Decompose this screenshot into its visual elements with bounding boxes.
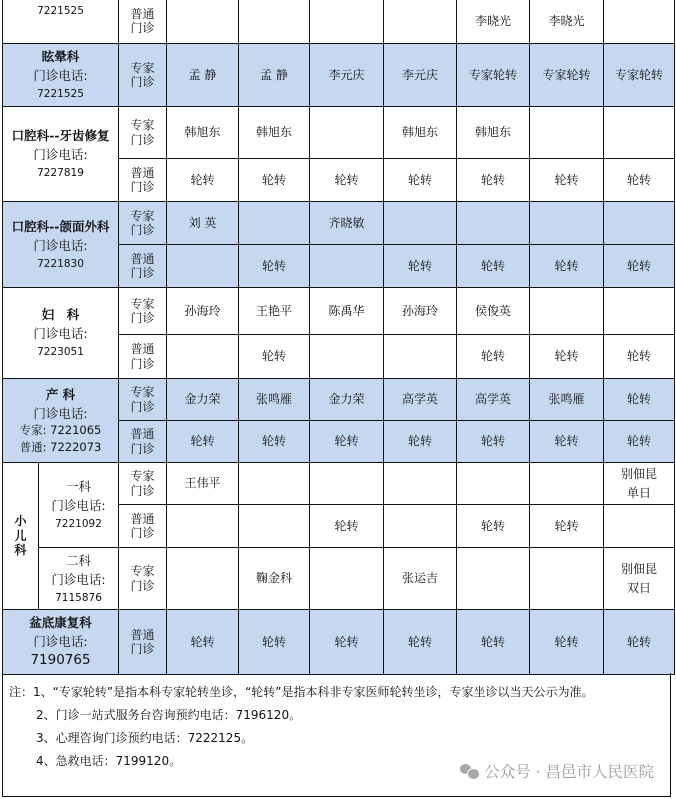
schedule-cell: 专家轮转 [604, 44, 675, 107]
schedule-cell [604, 202, 675, 245]
clinic-type-cell [119, 335, 167, 379]
clinic-type-line: 门诊 [130, 75, 155, 89]
schedule-cell [239, 505, 310, 548]
schedule-cell [530, 202, 604, 245]
schedule-cell: 鞠金科 [239, 548, 310, 610]
phone-number: 7227819 [37, 167, 84, 180]
schedule-cell: 专家轮转 [530, 44, 604, 107]
schedule-cell: 韩旭东 [457, 107, 530, 159]
clinic-type-line: 专家 [130, 385, 155, 400]
schedule-cell: 王伟平 [167, 463, 239, 505]
clinic-type-cell [119, 107, 167, 159]
schedule-cell [310, 0, 384, 44]
schedule-cell: 轮转 [384, 245, 457, 288]
schedule-cell: 轮转 [530, 505, 604, 548]
phone-number: 7221525 [37, 88, 84, 101]
clinic-type-cell [119, 159, 167, 202]
note-2: 2、门诊一站式服务台咨询预约电话：7196120。 [36, 708, 302, 722]
schedule-cell [604, 463, 675, 505]
clinic-type-line: 门诊 [130, 223, 155, 237]
clinic-type-line: 门诊 [130, 399, 155, 414]
doctor-name: 别佃昆 [621, 466, 658, 481]
clinic-type-line: 门诊 [130, 21, 155, 35]
schedule-cell [604, 0, 675, 44]
clinic-type-line: 门诊 [130, 266, 155, 280]
schedule-cell: 李晓光 [530, 0, 604, 44]
schedule-cell [384, 335, 457, 379]
phone-number: 普通: 7222073 [19, 439, 102, 454]
schedule-cell: 轮转 [457, 610, 530, 675]
schedule-cell: 张鸣雁 [530, 379, 604, 421]
phone-label: 门诊电话: [51, 498, 106, 514]
phone-number: 7190765 [30, 652, 91, 669]
clinic-type-line: 门诊 [130, 578, 155, 593]
table-row [3, 202, 675, 245]
schedule-cell [239, 463, 310, 505]
schedule-cell: 金力荣 [310, 379, 384, 421]
clinic-type-line: 普通 [130, 427, 155, 442]
department-cell [3, 610, 119, 675]
clinic-type-line: 门诊 [130, 526, 155, 540]
clinic-type-line: 普通 [130, 342, 155, 357]
schedule-cell: 轮转 [604, 421, 675, 463]
schedule-cell [457, 202, 530, 245]
schedule-cell: 轮转 [530, 421, 604, 463]
schedule-cell: 刘 英 [167, 202, 239, 245]
schedule-cell: 专家轮转 [457, 44, 530, 107]
day-note: 双日 [627, 580, 652, 595]
phone-label: 门诊电话: [33, 405, 88, 421]
clinic-type-cell [119, 44, 167, 107]
phone-label: 门诊电话: [33, 634, 88, 650]
department-cell [3, 44, 119, 107]
schedule-cell: 轮转 [530, 159, 604, 202]
phone-number: 7223051 [37, 346, 84, 359]
clinic-type-cell [119, 505, 167, 548]
pediatrics-unit-cell [39, 548, 119, 610]
pediatrics-char: 儿 [14, 528, 27, 543]
department-cell [3, 107, 119, 202]
schedule-cell [310, 548, 384, 610]
watermark-text: 公众号 · 昌邑市人民医院 [484, 763, 654, 781]
clinic-type-line: 门诊 [130, 642, 155, 656]
schedule-cell: 齐晓敏 [310, 202, 384, 245]
schedule-cell: 李晓光 [457, 0, 530, 44]
clinic-type-line: 专家 [130, 118, 155, 133]
clinic-type-line: 专家 [130, 208, 155, 223]
schedule-cell: 李元庆 [384, 44, 457, 107]
schedule-cell [457, 463, 530, 505]
unit-name: 二科 [66, 552, 92, 568]
phone-label: 门诊电话: [33, 237, 88, 253]
department-cell [3, 202, 119, 288]
table-row [3, 288, 675, 335]
doctor-name: 别佃昆 [621, 561, 658, 576]
table-row [3, 463, 675, 505]
schedule-cell: 轮转 [457, 505, 530, 548]
clinic-type-cell [119, 202, 167, 245]
table-row [3, 379, 675, 421]
department-cell [3, 0, 119, 44]
clinic-type-line: 门诊 [130, 356, 155, 371]
schedule-cell [384, 505, 457, 548]
outpatient-schedule-table [2, 0, 675, 675]
phone-number: 7221830 [37, 257, 84, 270]
schedule-cell: 韩旭东 [239, 107, 310, 159]
schedule-cell: 轮转 [167, 610, 239, 675]
unit-name: 一科 [66, 479, 92, 495]
schedule-cell: 轮转 [457, 421, 530, 463]
schedule-cell [604, 548, 675, 610]
schedule-cell [604, 505, 675, 548]
schedule-cell: 轮转 [167, 159, 239, 202]
clinic-type-line: 普通 [130, 511, 155, 526]
schedule-cell [239, 0, 310, 44]
clinic-type-line: 专家 [130, 469, 155, 484]
pediatrics-unit-cell [39, 463, 119, 548]
clinic-type-cell [119, 379, 167, 421]
schedule-cell: 轮转 [239, 335, 310, 379]
phone-label: 门诊电话: [33, 147, 88, 163]
schedule-cell: 轮转 [310, 159, 384, 202]
schedule-cell: 韩旭东 [167, 107, 239, 159]
clinic-type-cell [119, 421, 167, 463]
schedule-cell: 王艳平 [239, 288, 310, 335]
clinic-type-line: 门诊 [130, 311, 155, 325]
clinic-type-line: 普通 [130, 165, 155, 180]
clinic-type-line: 门诊 [130, 180, 155, 194]
schedule-cell [310, 107, 384, 159]
wechat-icon [460, 763, 478, 779]
clinic-type-line: 专家 [130, 564, 155, 579]
schedule-cell [167, 505, 239, 548]
schedule-cell: 孟 静 [239, 44, 310, 107]
schedule-cell [530, 548, 604, 610]
schedule-cell: 陈禹华 [310, 288, 384, 335]
pediatrics-label [3, 463, 39, 610]
department-cell [3, 379, 119, 463]
schedule-cell: 轮转 [457, 335, 530, 379]
table-row [3, 0, 675, 44]
phone-label: 门诊电话: [33, 68, 88, 84]
schedule-cell: 轮转 [310, 610, 384, 675]
schedule-cell [167, 548, 239, 610]
schedule-cell [384, 0, 457, 44]
schedule-cell [310, 335, 384, 379]
clinic-type-line: 门诊 [130, 483, 155, 498]
schedule-cell: 轮转 [310, 505, 384, 548]
clinic-type-cell [119, 0, 167, 44]
schedule-cell: 轮转 [457, 245, 530, 288]
schedule-cell [604, 107, 675, 159]
schedule-cell: 韩旭东 [384, 107, 457, 159]
department-name: 眩晕科 [41, 49, 80, 65]
clinic-type-cell [119, 463, 167, 505]
schedule-cell: 轮转 [239, 245, 310, 288]
table-row [3, 44, 675, 107]
schedule-cell [239, 202, 310, 245]
schedule-cell: 高学英 [384, 379, 457, 421]
schedule-cell: 孟 静 [167, 44, 239, 107]
note-3: 3、心理咨询门诊预约电话：7222125。 [36, 731, 254, 745]
department-name: 妇 科 [41, 307, 80, 323]
phone-number: 7221525 [37, 5, 84, 17]
schedule-cell [530, 107, 604, 159]
schedule-cell: 轮转 [604, 245, 675, 288]
schedule-cell: 轮转 [239, 610, 310, 675]
table-row [3, 107, 675, 159]
schedule-cell: 轮转 [457, 159, 530, 202]
clinic-type-cell [119, 288, 167, 335]
schedule-cell [457, 548, 530, 610]
watermark [460, 760, 654, 782]
schedule-cell: 轮转 [530, 245, 604, 288]
schedule-cell [167, 335, 239, 379]
clinic-type-cell [119, 245, 167, 288]
clinic-type-line: 门诊 [130, 132, 155, 147]
schedule-cell: 轮转 [604, 379, 675, 421]
table-row [3, 610, 675, 675]
schedule-cell [530, 288, 604, 335]
schedule-cell: 轮转 [384, 421, 457, 463]
clinic-type-line: 普通 [130, 251, 155, 266]
clinic-type-cell [119, 610, 167, 675]
note-4: 4、急救电话：7199120。 [36, 754, 182, 768]
schedule-cell: 轮转 [530, 335, 604, 379]
schedule-cell: 轮转 [530, 610, 604, 675]
note-1: 注：1、“专家轮转”是指本科专家轮转坐诊，“轮转”是指本科非专家医师轮转坐诊，专家坐诊以当天公示为准。 [9, 685, 594, 699]
phone-number: 7221092 [55, 518, 102, 531]
schedule-cell [530, 463, 604, 505]
clinic-type-line: 门诊 [130, 441, 155, 456]
department-name: 产 科 [45, 386, 76, 402]
day-note: 单日 [627, 485, 652, 500]
schedule-cell: 张鸣雁 [239, 379, 310, 421]
schedule-cell: 轮转 [239, 159, 310, 202]
department-name: 盆底康复科 [29, 615, 92, 631]
clinic-type-line: 普通 [130, 627, 155, 642]
table-row [3, 548, 675, 610]
schedule-cell: 轮转 [384, 610, 457, 675]
schedule-cell: 李元庆 [310, 44, 384, 107]
schedule-cell: 轮转 [239, 421, 310, 463]
clinic-type-line: 专家 [130, 60, 155, 75]
schedule-cell: 张运吉 [384, 548, 457, 610]
schedule-cell: 轮转 [604, 159, 675, 202]
phone-label: 门诊电话: [51, 571, 106, 587]
pediatrics-char: 小 [14, 514, 27, 529]
schedule-cell [384, 202, 457, 245]
schedule-cell [310, 463, 384, 505]
schedule-cell [310, 245, 384, 288]
schedule-cell: 轮转 [310, 421, 384, 463]
schedule-cell [167, 245, 239, 288]
schedule-cell: 高学英 [457, 379, 530, 421]
clinic-type-line: 普通 [130, 6, 155, 21]
schedule-cell [167, 0, 239, 44]
phone-label: 门诊电话: [33, 326, 88, 342]
pediatrics-char: 科 [14, 543, 27, 558]
schedule-cell: 孙海玲 [167, 288, 239, 335]
schedule-cell [384, 463, 457, 505]
department-cell [3, 288, 119, 379]
department-name: 口腔科--牙齿修复 [11, 128, 110, 144]
phone-number: 7115876 [55, 591, 102, 604]
schedule-cell: 轮转 [384, 159, 457, 202]
department-name: 口腔科--颌面外科 [11, 218, 110, 234]
clinic-type-line: 专家 [130, 296, 155, 311]
clinic-type-cell [119, 548, 167, 610]
schedule-cell: 金力荣 [167, 379, 239, 421]
schedule-cell: 轮转 [604, 335, 675, 379]
schedule-cell [604, 288, 675, 335]
phone-number: 专家: 7221065 [19, 422, 102, 437]
schedule-cell: 轮转 [604, 610, 675, 675]
schedule-cell: 孙海玲 [384, 288, 457, 335]
schedule-cell: 侯俊英 [457, 288, 530, 335]
schedule-cell: 轮转 [167, 421, 239, 463]
